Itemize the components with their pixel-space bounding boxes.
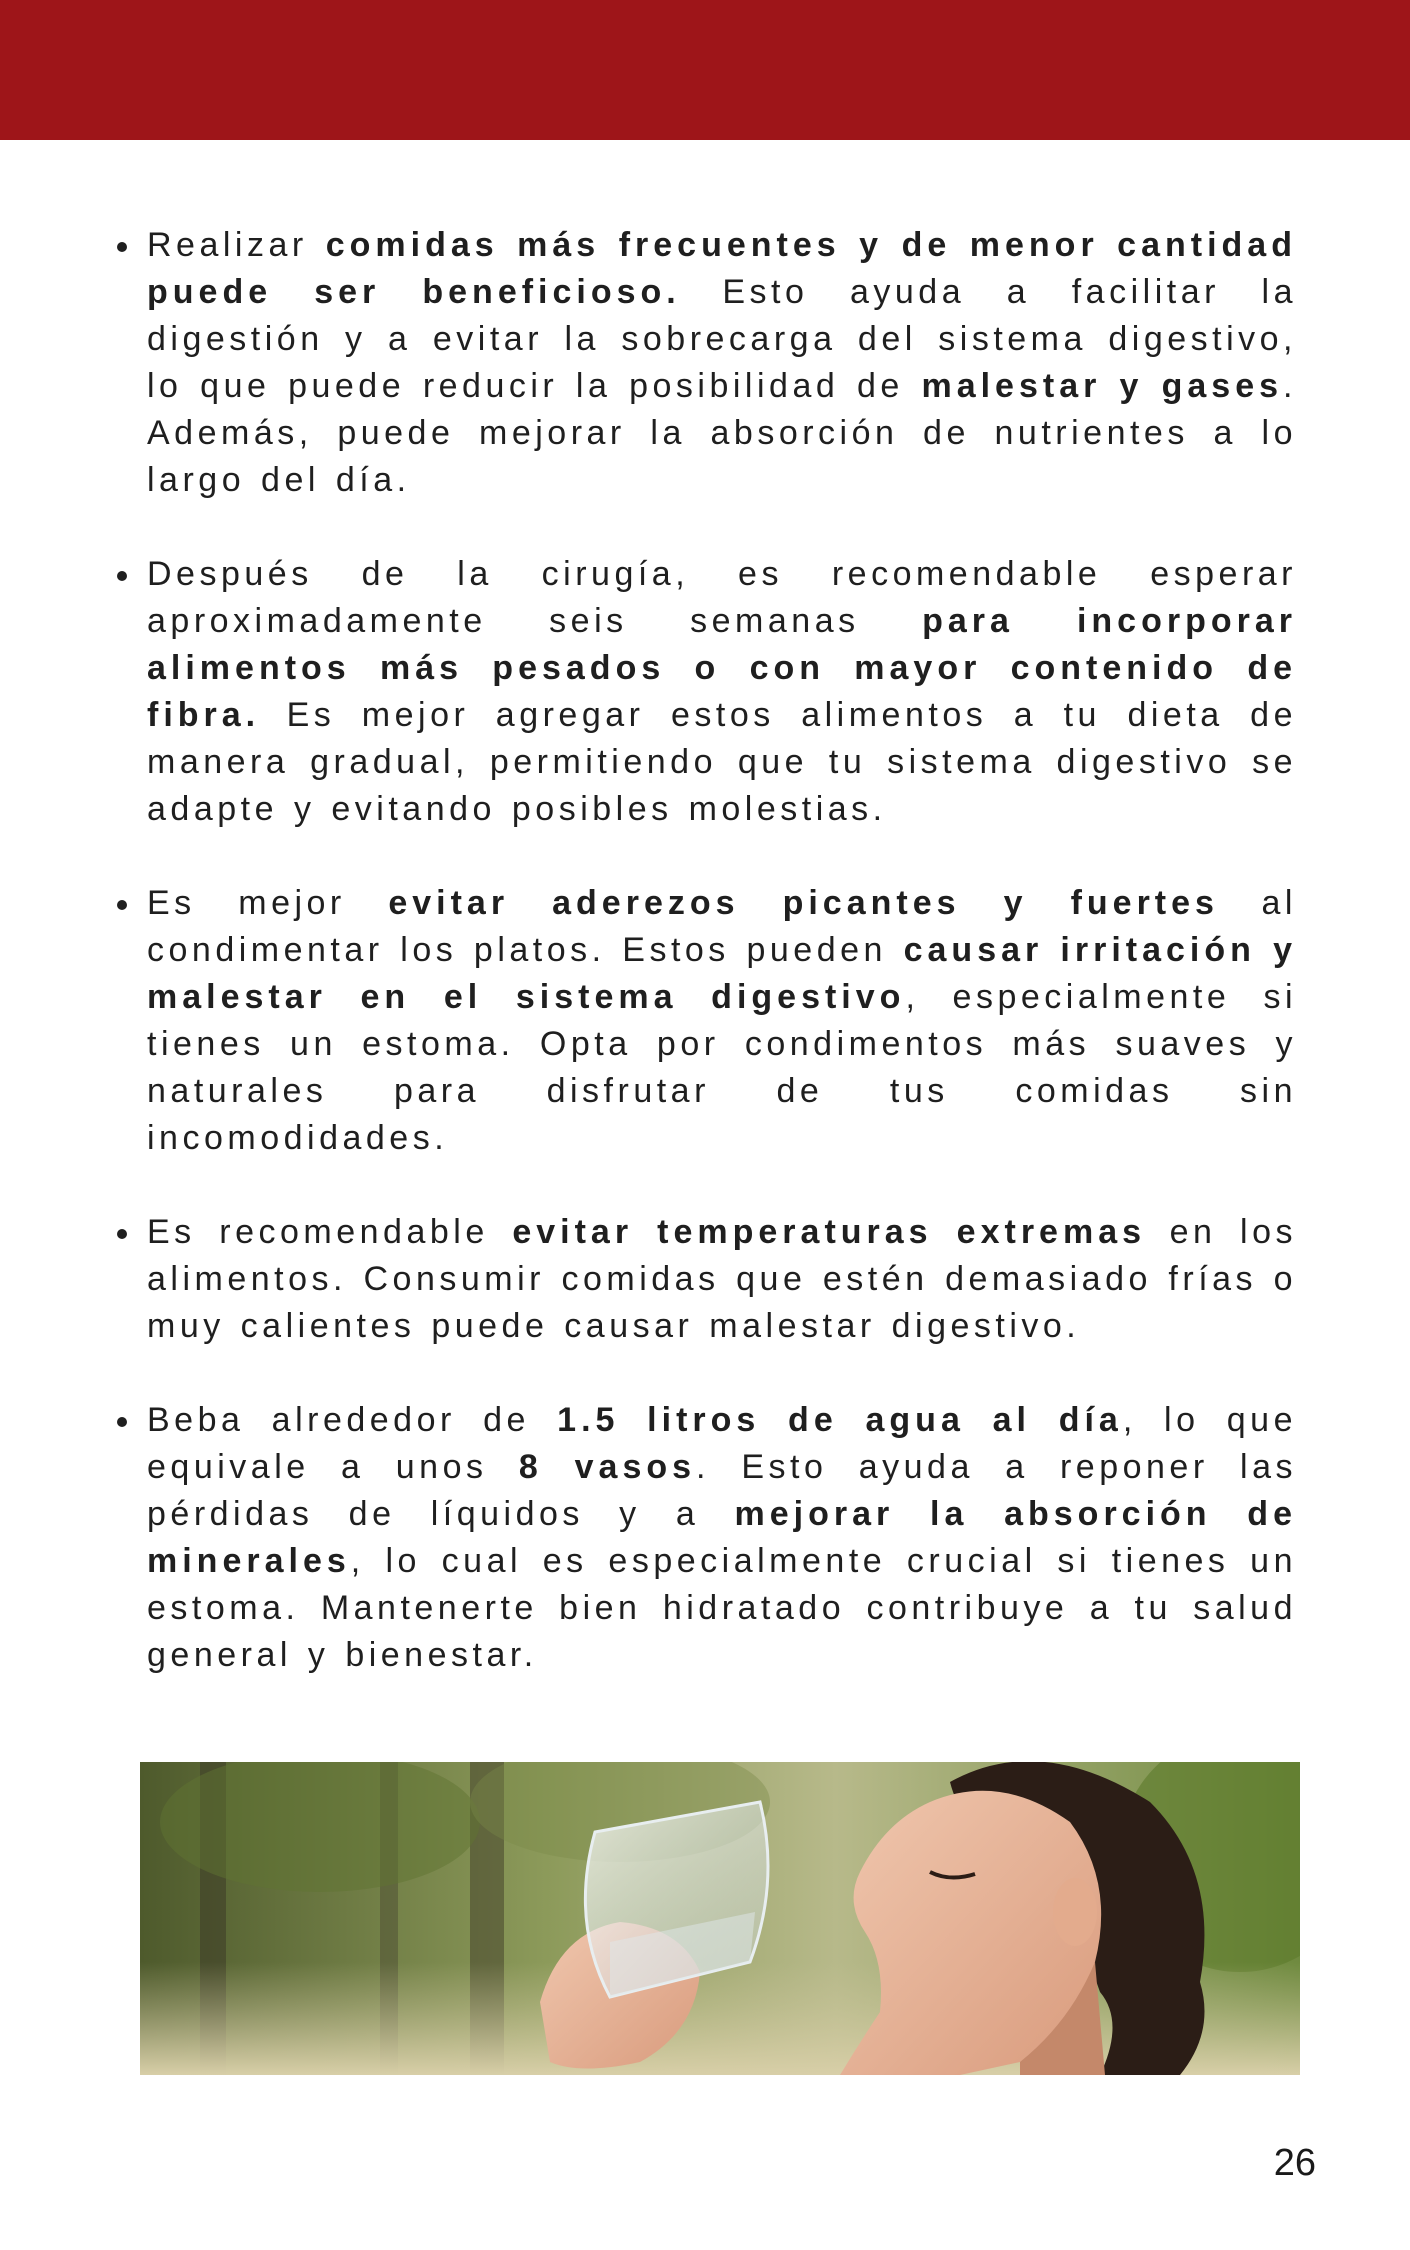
bullet-text: en los alimentos. Consumir comidas que estén demasiado frías o muy calientes puede causar malestar digestivo. [147,1213,1297,1345]
bullet-text: Es recomendable [147,1213,513,1251]
bullet-bold-text: causar irritación y malestar en el sistema digestivo [147,931,1297,1016]
bullet-bold-text: mejorar la absorción de minerales [147,1495,1297,1580]
bullet-list [115,222,1297,1679]
page-number: 26 [1273,2142,1316,2184]
photo-illustration [140,1762,1300,2075]
bullet-bold-text: evitar temperaturas extremas [512,1213,1147,1251]
bullet-text: Esto ayuda a facilitar la digestión y a evitar la sobrecarga del sistema digestivo, lo que puede reducir la posibilidad de [147,273,1297,405]
bullet-text: al condimentar los platos. Estos pueden [147,884,1297,969]
bullet-item [115,880,1297,1162]
bullet-bold-text: comidas más frecuentes y de menor cantidad puede ser beneficioso. [147,226,1297,311]
bullet-bold-text: malestar y gases [921,367,1284,405]
bullet-text: , lo cual es especialmente crucial si tienes un estoma. Mantenerte bien hidratado contribuye a tu salud general y bienestar. [147,1542,1297,1674]
bullet-bold-text: evitar aderezos picantes y fuertes [388,884,1219,922]
bullet-text: Después de la cirugía, es recomendable esperar aproximadamente seis semanas [147,555,1297,640]
bullet-item [115,1209,1297,1350]
bullet-text: Beba alrededor de [147,1401,558,1439]
bullet-item [115,551,1297,833]
bullet-text: Realizar [147,226,326,264]
bullet-text: Es mejor agregar estos alimentos a tu dieta de manera gradual, permitiendo que tu sistema digestivo se adapte y evitando posibles molestias. [147,696,1297,828]
bullet-text: , lo que equivale a unos [147,1401,1297,1486]
bullet-text: . Además, puede mejorar la absorción de nutrientes a lo largo del día. [147,367,1297,499]
header-band [0,0,1410,140]
page-content [115,222,1297,1726]
bullet-text: . Esto ayuda a reponer las pérdidas de líquidos y a [147,1448,1297,1533]
bullet-item [115,1397,1297,1679]
bullet-bold-text: 8 vasos [518,1448,697,1486]
bullet-text: Es mejor [147,884,389,922]
bullet-item [115,222,1297,504]
woman-drinking-water-photo [140,1762,1300,2075]
bullet-bold-text: para incorporar alimentos más pesados o con mayor contenido de fibra. [147,602,1297,734]
bullet-bold-text: 1.5 litros de agua al día [557,1401,1123,1439]
bullet-text: , especialmente si tienes un estoma. Opta por condimentos más suaves y naturales para disfrutar de tus comidas sin incomodidades. [147,978,1297,1157]
